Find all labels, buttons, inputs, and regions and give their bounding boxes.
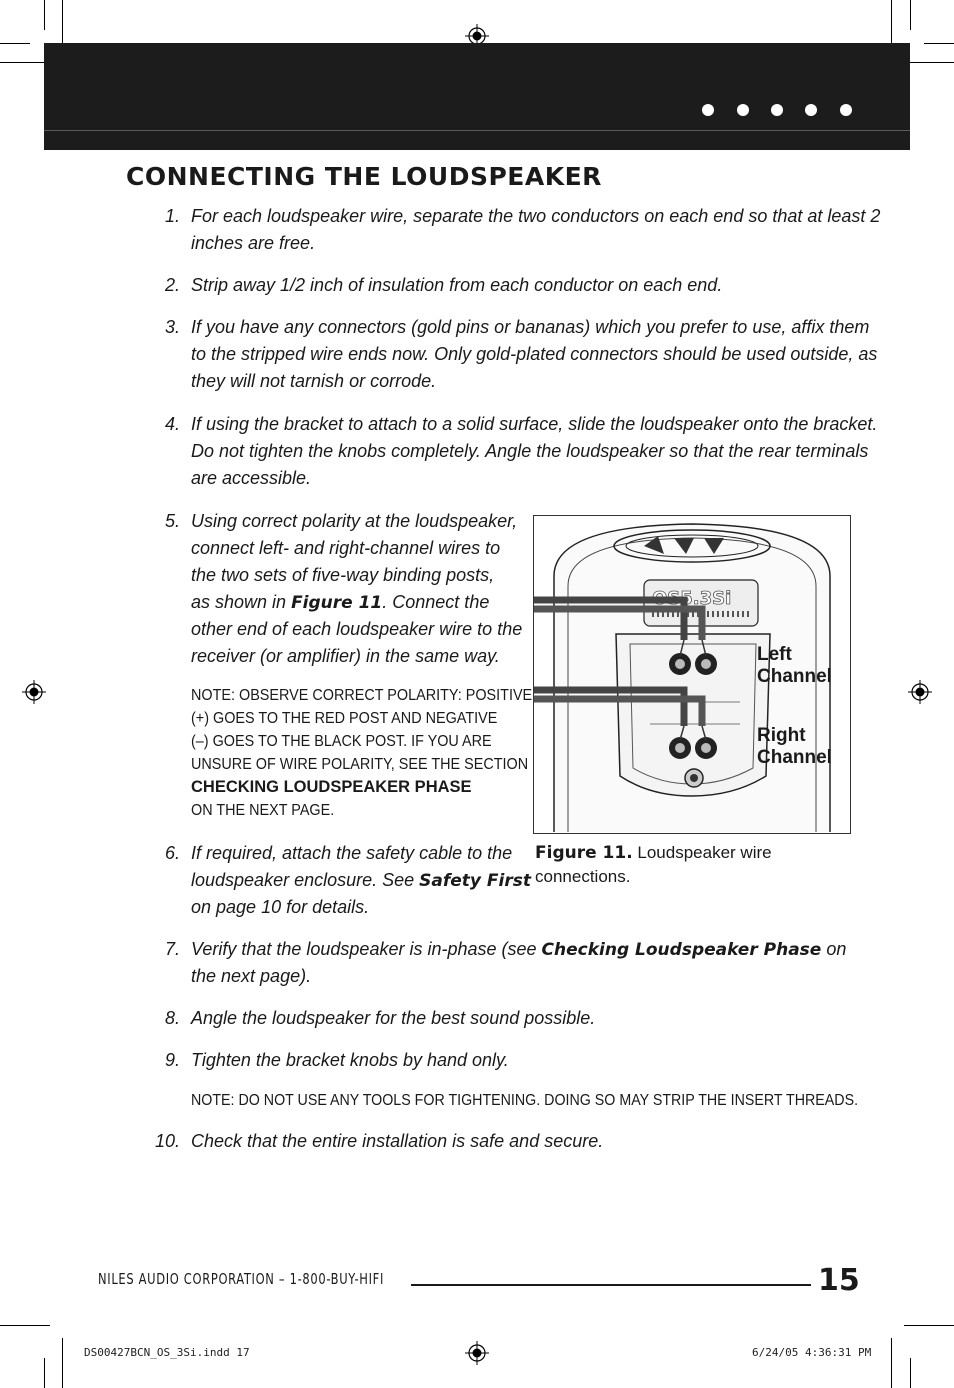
page-number: 15 [818, 1263, 860, 1298]
step-text: Angle the loudspeaker for the best sound possible. [191, 1008, 596, 1028]
page-title: CONNECTING THE LOUDSPEAKER [126, 162, 602, 191]
crop-mark [62, 1338, 63, 1388]
step-text: other end of each loudspeaker wire to the [191, 619, 523, 639]
section-reference: CHECKING LOUDSPEAKER PHASE [191, 778, 472, 796]
step-text: If using the bracket to attach to a solid surface, slide the loudspeaker onto the bracket. [191, 414, 878, 434]
crop-mark [44, 1358, 45, 1388]
figure-11 [533, 515, 851, 834]
step-text: Verify that the loudspeaker is in-phase (see Checking Loudspeaker Phase on [191, 939, 847, 960]
header-dot [840, 104, 852, 116]
figure-caption-text: connections. [535, 867, 631, 886]
figure-caption [535, 841, 855, 888]
step-text: on page 10 for details. [191, 897, 370, 917]
right-channel-label-line: Right [757, 725, 806, 746]
registration-mark-icon [465, 1341, 489, 1365]
figure-caption-label: Figure 11. [535, 843, 633, 863]
note-text: ON THE NEXT PAGE. [191, 802, 335, 819]
step-text: to the stripped wire ends now. Only gold-plated connectors should be used outside, as [191, 344, 878, 364]
section-reference: Safety First [419, 871, 531, 891]
step-number: 2. [164, 275, 180, 295]
crop-mark [891, 1338, 892, 1388]
registration-mark-icon [22, 680, 46, 704]
left-channel-label [757, 644, 832, 688]
step-number: 8. [164, 1008, 180, 1028]
step-text: the two sets of five-way binding posts, [191, 565, 495, 585]
header-dot [702, 104, 714, 116]
right-channel-label [757, 725, 832, 769]
footer-company: NILES AUDIO CORPORATION – 1-800-BUY-HIFI [98, 1270, 385, 1288]
step-text: they will not tarnish or corrode. [191, 371, 437, 391]
registration-mark-icon [908, 680, 932, 704]
right-channel-label-line: Channel [757, 747, 832, 768]
header-dot [737, 104, 749, 116]
step-number: 10. [154, 1131, 180, 1151]
crop-mark [924, 43, 954, 44]
note-text: (+) GOES TO THE RED POST AND NEGATIVE [191, 710, 498, 727]
crop-mark [0, 1325, 50, 1326]
crop-mark [904, 62, 954, 63]
crop-mark [0, 62, 50, 63]
step-number: 5. [164, 511, 180, 531]
header-dot [771, 104, 783, 116]
step-text: Tighten the bracket knobs by hand only. [191, 1050, 509, 1070]
step-text: loudspeaker enclosure. See Safety First [191, 870, 531, 891]
figure-caption-text: Loudspeaker wire [632, 843, 772, 862]
step-text: the next page). [191, 966, 312, 986]
step-number: 1. [164, 206, 180, 226]
note-text: (–) GOES TO THE BLACK POST. IF YOU ARE [191, 733, 492, 750]
step-text: inches are free. [191, 233, 316, 253]
step-text: If you have any connectors (gold pins or bananas) which you prefer to use, affix them [191, 317, 870, 337]
crop-mark [0, 43, 30, 44]
step-text: as shown in Figure 11. Connect the [191, 592, 490, 613]
step-number: 9. [164, 1050, 180, 1070]
step-number: 3. [164, 317, 180, 337]
step-number: 6. [164, 843, 180, 863]
step-text: If required, attach the safety cable to the [191, 843, 513, 863]
crop-mark [910, 0, 911, 30]
note-text: UNSURE OF WIRE POLARITY, SEE THE SECTION [191, 756, 529, 773]
step-text: receiver (or amplifier) in the same way. [191, 646, 500, 666]
footer-rule [411, 1284, 811, 1286]
step-text: connect left- and right-channel wires to [191, 538, 501, 558]
note-text: NOTE: DO NOT USE ANY TOOLS FOR TIGHTENING. DOING SO MAY STRIP THE INSERT THREADS. [191, 1092, 859, 1109]
note-text: NOTE: OBSERVE CORRECT POLARITY: POSITIVE [191, 687, 533, 704]
header-divider [44, 130, 910, 131]
step-text: For each loudspeaker wire, separate the two conductors on each end so that at least 2 [191, 206, 881, 226]
left-channel-label-line: Left [757, 644, 792, 665]
slug-timestamp: 6/24/05 4:36:31 PM [752, 1346, 872, 1359]
step-number: 4. [164, 414, 180, 434]
model-label: OS5.3Si [652, 588, 732, 609]
step-text: Do not tighten the knobs completely. Angle the loudspeaker so that the rear terminals [191, 441, 869, 461]
header-bar [44, 43, 910, 150]
section-reference: Checking Loudspeaker Phase [541, 940, 822, 960]
step-text: Strip away 1/2 inch of insulation from each conductor on each end. [191, 275, 723, 295]
figure-reference: Figure 11 [291, 593, 383, 613]
left-channel-label-line: Channel [757, 666, 832, 687]
slug-filename: DS00427BCN_OS_3Si.indd 17 [84, 1346, 250, 1359]
crop-mark [44, 0, 45, 30]
header-dot [805, 104, 817, 116]
step-number: 7. [164, 939, 180, 959]
step-text: Check that the entire installation is safe and secure. [191, 1131, 604, 1151]
step-text: are accessible. [191, 468, 312, 488]
crop-mark [904, 1325, 954, 1326]
crop-mark [910, 1358, 911, 1388]
step-text: Using correct polarity at the loudspeaker, [191, 511, 518, 531]
